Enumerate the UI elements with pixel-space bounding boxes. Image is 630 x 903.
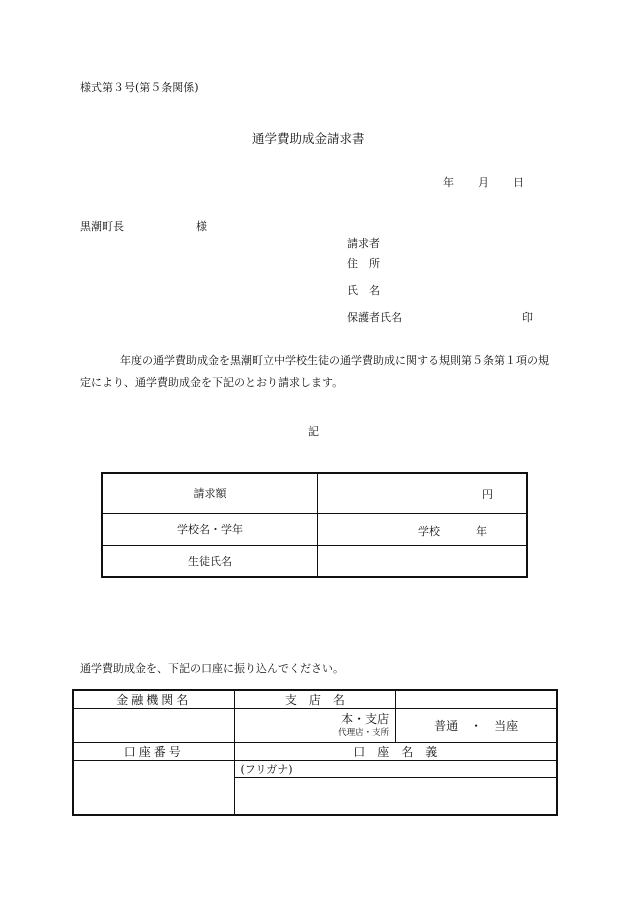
- amount-label: 請求額: [102, 473, 318, 513]
- claimant-header: 請求者: [347, 237, 380, 250]
- date-day: 日: [513, 176, 524, 189]
- amount-unit: 円: [482, 488, 493, 501]
- student-label: 生徒氏名: [102, 545, 318, 577]
- branch-type: 本・支店: [341, 711, 390, 726]
- date-month: 月: [478, 176, 489, 189]
- institution-label: 金融機関名: [73, 690, 234, 709]
- furigana-label[interactable]: (フリガナ): [234, 761, 557, 778]
- school-cell[interactable]: [318, 513, 528, 545]
- branch-label: 支 店 名: [234, 690, 396, 709]
- holder-label: 口 座 名 義: [234, 743, 557, 761]
- page-title: 通学費助成金請求書: [252, 131, 365, 146]
- addressee-name: 黒潮町長: [80, 220, 124, 233]
- addressee-honorific: 様: [196, 220, 207, 233]
- seal-mark: 印: [522, 311, 533, 324]
- student-cell[interactable]: [318, 545, 528, 577]
- request-body: 年度の通学費助成金を黒潮町立中学校生徒の通学費助成に関する規則第５条第１項の規定により、通学費助成金を下記のとおり請求します。: [80, 354, 549, 389]
- amount-cell[interactable]: [318, 473, 528, 513]
- holder-name-cell[interactable]: [234, 778, 557, 815]
- address-label: 住 所: [347, 257, 380, 270]
- branch-sub: 代理店・支所: [338, 727, 390, 738]
- date-year: 年: [443, 176, 454, 189]
- school-unit: 学校: [418, 524, 440, 538]
- form-number: 様式第３号(第５条関係): [80, 81, 199, 94]
- transfer-instruction: 通学費助成金を、下記の口座に振り込んでください。: [80, 662, 344, 675]
- account-number-cell[interactable]: [73, 761, 234, 815]
- account-type[interactable]: 普通 ・ 当座: [396, 709, 557, 743]
- claim-table: [101, 472, 528, 578]
- grade-unit: 年: [476, 524, 487, 538]
- guardian-label: 保護者氏名: [347, 311, 402, 324]
- institution-cell[interactable]: [73, 709, 234, 743]
- school-label: 学校名・学年: [102, 513, 318, 545]
- account-number-label: 口座番号: [73, 743, 234, 761]
- bank-table: [72, 689, 558, 816]
- account-type-header-cell: [396, 690, 557, 709]
- name-label: 氏 名: [347, 284, 380, 297]
- branch-cell[interactable]: [234, 709, 396, 743]
- ki-heading: 記: [308, 425, 319, 438]
